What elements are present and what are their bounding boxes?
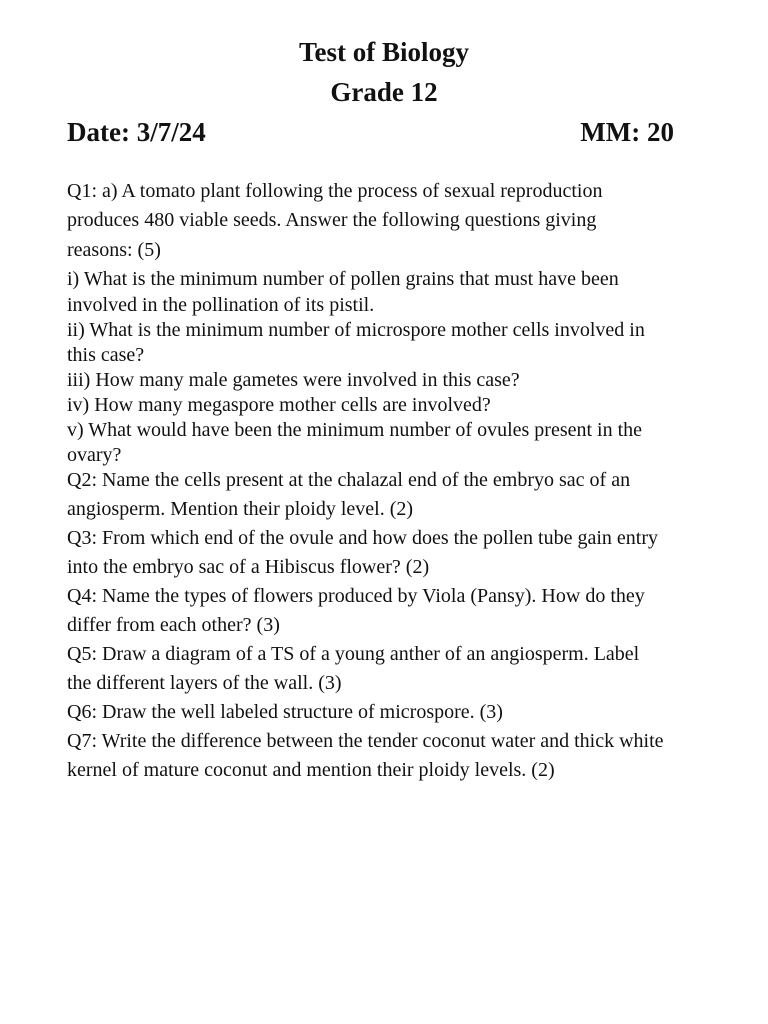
question-line: v) What would have been the minimum number of ovules present in the — [67, 419, 643, 441]
question-line: reasons: (5) — [67, 239, 161, 261]
question-line: i) What is the minimum number of pollen grains that must have been — [67, 268, 619, 290]
question-line: Q7: Write the difference between the tender coconut water and thick white — [67, 730, 664, 752]
question-line: angiosperm. Mention their ploidy level. (2) — [67, 498, 414, 520]
question-line: Q5: Draw a diagram of a TS of a young anther of an angiosperm. Label — [67, 643, 640, 665]
question-line: iv) How many megaspore mother cells are involved? — [67, 394, 491, 416]
question-line: into the embryo sac of a Hibiscus flower? (2) — [67, 556, 430, 578]
question-line: the different layers of the wall. (3) — [67, 672, 342, 694]
question-line: this case? — [67, 344, 145, 366]
question-line: Q4: Name the types of flowers produced by Viola (Pansy). How do they — [67, 585, 645, 607]
question-line: Q3: From which end of the ovule and how does the pollen tube gain entry — [67, 527, 658, 549]
question-line: differ from each other? (3) — [67, 614, 280, 636]
question-line: ii) What is the minimum number of microspore mother cells involved in — [67, 319, 645, 341]
question-line: kernel of mature coconut and mention their ploidy levels. (2) — [67, 759, 555, 781]
question-line: Q2: Name the cells present at the chalazal end of the embryo sac of an — [67, 469, 631, 491]
question-line: Q1: a) A tomato plant following the process of sexual reproduction — [67, 180, 603, 202]
question-line: Q6: Draw the well labeled structure of microspore. (3) — [67, 701, 503, 723]
question-line: involved in the pollination of its pistil. — [67, 294, 375, 316]
max-marks-label: MM: 20 — [580, 117, 674, 147]
question-line: produces 480 viable seeds. Answer the following questions giving — [67, 209, 597, 231]
question-line: ovary? — [67, 444, 122, 466]
question-line: iii) How many male gametes were involved in this case? — [67, 369, 520, 391]
date-label: Date: 3/7/24 — [67, 117, 206, 147]
grade-heading: Grade 12 — [330, 77, 438, 107]
paper-title: Test of Biology — [298, 37, 469, 67]
